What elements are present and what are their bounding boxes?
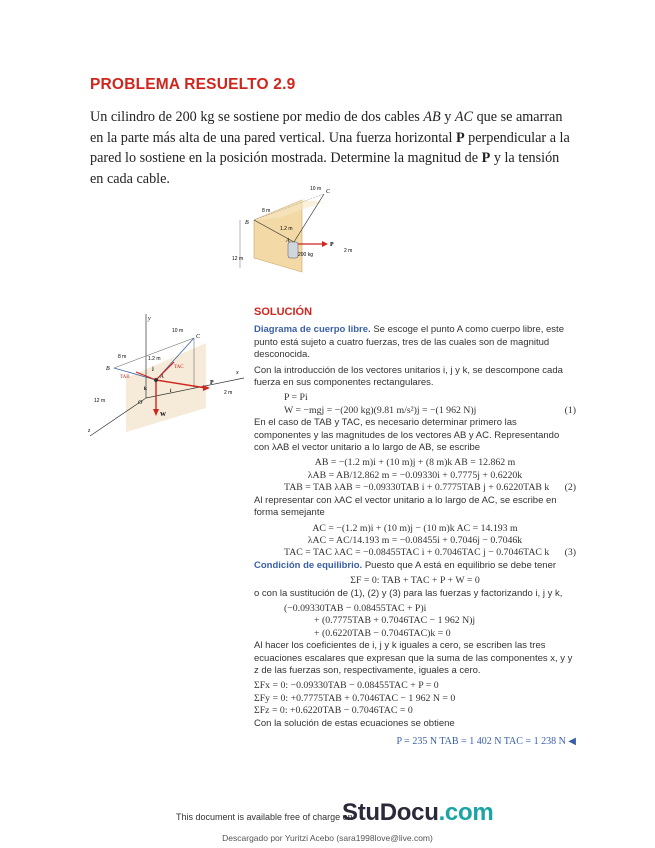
dcl-paragraph: Diagrama de cuerpo libre. Se escoge el punto A como cuerpo libre, este punto está sujeto a cuatro fuerzas, tres de las cuales son de magnitud desconocida.: [254, 324, 564, 361]
fbd-b: B: [106, 366, 110, 372]
fbd-i: i: [170, 389, 172, 394]
fbd-x: x: [236, 370, 239, 376]
logo-main: StuDocu: [342, 799, 439, 826]
fbd-dim-8m: 8 m: [118, 354, 127, 360]
eq-p: P = Pi: [284, 392, 308, 404]
eq-sfz: ΣFz = 0: +0.6220TAB − 0.7046TAC = 0: [254, 705, 413, 717]
fbd-dim-12m: 12 m: [94, 398, 106, 404]
fbd-a: A: [160, 374, 164, 380]
fig1-mass: 200 kg: [298, 252, 314, 258]
solution-paragraph: Con la solución de estas ecuaciones se obtiene: [254, 717, 455, 729]
studocu-logo[interactable]: [342, 799, 493, 827]
eq-tab: TAB = TAB λAB = −0.09330TAB i + 0.7775TAB j + 0.6220TAB k (2): [284, 482, 576, 494]
components-paragraph: Con la introducción de los vectores unitarios i, j y k, se descompone cada fuerza en sus componentes rectangulares.: [254, 364, 563, 389]
fbd-dim-1-2m: 1.2 m: [148, 356, 161, 362]
solution-heading: SOLUCIÓN: [254, 306, 313, 318]
logo-suffix: .com: [438, 799, 494, 826]
eq-tac: TAC = TAC λAC = −0.08455TAC i + 0.7046TAC j − 0.7046TAC k (3): [284, 547, 576, 559]
fbd-dim-2m: 2 m: [224, 390, 233, 396]
footer-note: This document is available free of charge on: [176, 812, 353, 822]
fig1-dim-8m: 8 m: [262, 208, 271, 214]
eq-subst-3: + (0.6220TAB − 0.7046TAC)k = 0: [314, 627, 451, 639]
fbd-k: k: [144, 387, 147, 392]
download-note: Descargado por Yuritzi Acebo (sara1998love@live.com): [222, 833, 433, 843]
fbd-o: O: [138, 400, 143, 406]
final-answer: P = 235 N TAB = 1 402 N TAC = 1 238 N ◀: [396, 736, 576, 747]
fbd-dim-10m: 10 m: [172, 328, 184, 334]
fbd-c: C: [196, 334, 201, 340]
fig1-label-c: C: [326, 189, 331, 195]
eq-ab-vector: AB = −(1.2 m)i + (10 m)j + (8 m)k AB = 12.862 m: [314, 457, 516, 469]
fbd-j: j: [152, 367, 154, 372]
zero-paragraph: Al hacer los coeficientes de i, j y k iguales a cero, se escriben las tres ecuaciones escalares que expresan que la suma de las componentes x, y y z de las fuerzas son, respectivamente, iguales a cero.: [254, 640, 573, 676]
fig1-dim-12m: 12 m: [232, 256, 244, 262]
fbd-z: z: [88, 428, 91, 434]
eq-lambda-ac: λAC = AC/14.193 m = −0.08455i + 0.7046j − 0.7046k: [307, 534, 523, 546]
problem-statement: Un cilindro de 200 kg se sostiene por medio de dos cables AB y AC que se amarran en la parte más alta de una pared vertical. Una fuerza horizontal P perpendicular a la pared lo sostiene en la posición mostrada. Determine la magnitud de P y la tensión en cada cable.: [90, 109, 570, 187]
eq-sum-f: ΣF = 0: TAB + TAC + P + W = 0: [350, 575, 480, 587]
fbd-p: P: [210, 380, 214, 386]
condition-paragraph: Condición de equilibrio. Puesto que A está en equilibrio se debe tener: [254, 559, 557, 571]
fbd-tac: TAC: [174, 365, 184, 370]
fbd-tab: TAB: [120, 375, 130, 380]
fbd-y: y: [148, 316, 151, 322]
problem-figure: [232, 180, 367, 278]
eq-sfy: ΣFy = 0: +0.7775TAB + 0.7046TAC − 1 962 N = 0: [254, 692, 456, 704]
fig1-dim-1-2m: 1.2 m: [280, 226, 293, 232]
fig1-dim-10m: 10 m: [310, 186, 322, 192]
eq-lambda-ab: λAB = AB/12.862 m = −0.09330i + 0.7775j + 0.6220k: [307, 469, 523, 481]
tab-paragraph: En el caso de TAB y TAC, es necesario determinar primero las componentes y las magnitudes de los vectores AB y AC. Representando con λAB el vector unitario a lo largo de AB, se escribe: [254, 417, 560, 454]
eq-ac-vector: AC = −(1.2 m)i + (10 m)j − (10 m)k AC = 14.193 m: [312, 522, 518, 534]
fig1-label-p: P: [330, 242, 334, 248]
eq-sfx: ΣFx = 0: −0.09330TAB − 0.08455TAC + P = 0: [254, 680, 439, 692]
tac-paragraph: Al representar con λAC el vector unitario a lo largo de AC, se escribe en forma semejante: [254, 494, 557, 519]
substitution-paragraph: o con la sustitución de (1), (2) y (3) para las fuerzas y factorizando i, j y k,: [254, 587, 563, 599]
fig1-label-a: A: [286, 238, 290, 244]
fbd-w: W: [160, 412, 166, 418]
page-title: PROBLEMA RESUELTO 2.9: [90, 76, 296, 93]
eq-subst-2: + (0.7775TAB + 0.7046TAC − 1 962 N)j: [314, 615, 476, 627]
eq-subst-1: (−0.09330TAB − 0.08455TAC + P)i: [284, 602, 427, 614]
fig1-label-b: B: [245, 220, 249, 226]
solution-block: [254, 306, 576, 748]
eq-w: W = −mgj = −(200 kg)(9.81 m/s²)j = −(1 962 N)j (1): [284, 404, 576, 416]
fig1-dim-2m: 2 m: [344, 248, 353, 254]
free-body-diagram: [86, 308, 248, 438]
